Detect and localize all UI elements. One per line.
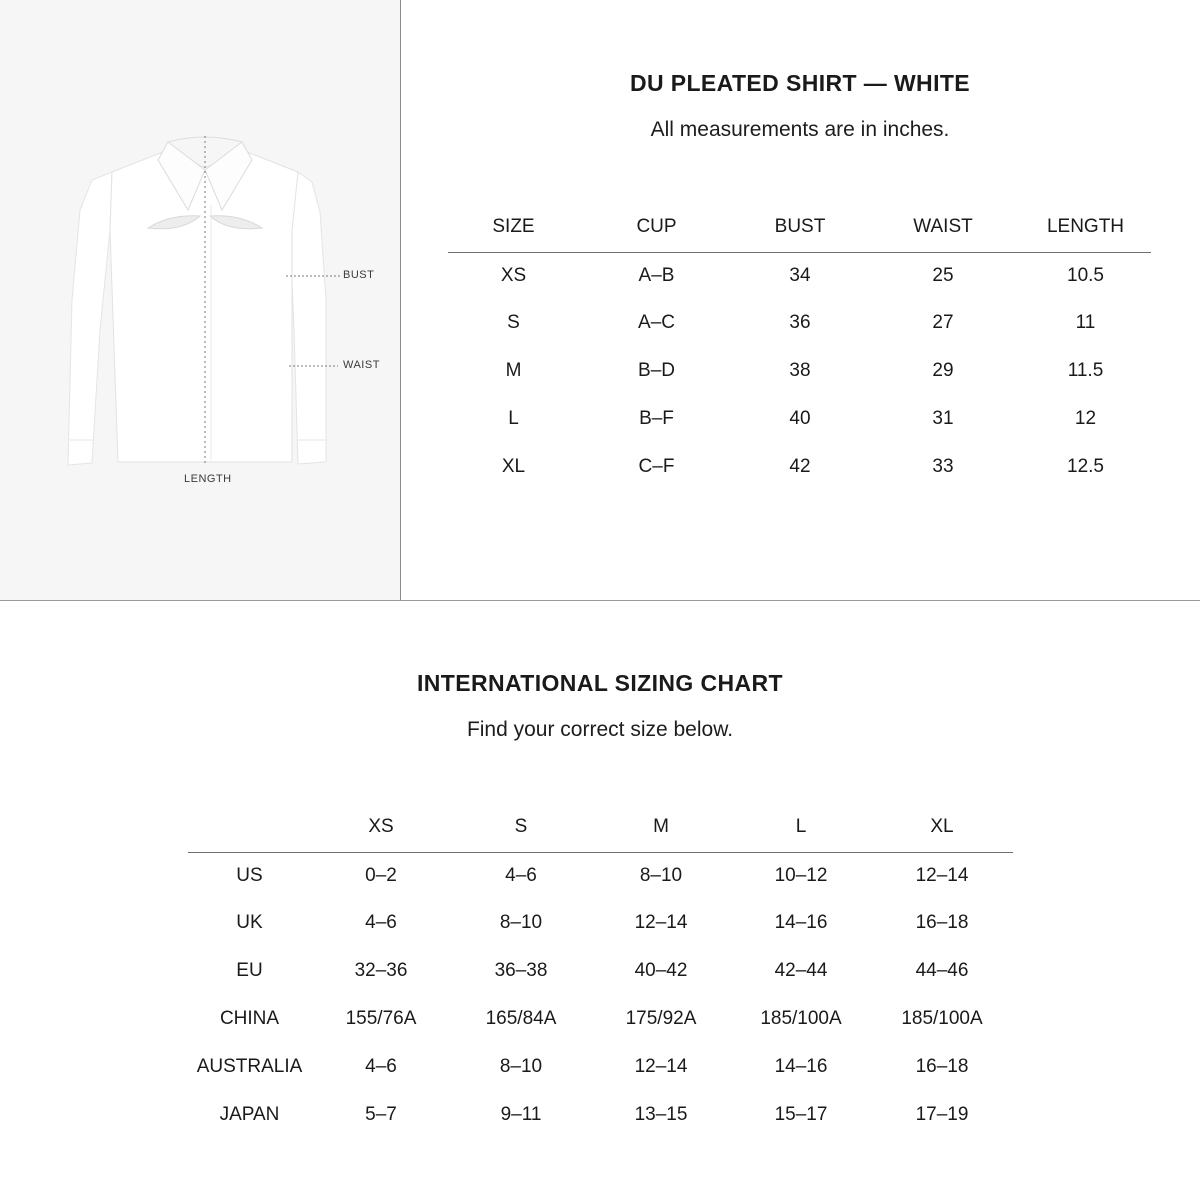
product-image-panel (0, 0, 401, 600)
table-cell: 175/92A (625, 1008, 697, 1029)
table-header-row (188, 802, 1013, 853)
left-sleeve (68, 172, 112, 465)
table-cell: 34 (789, 265, 811, 286)
table-row (448, 443, 1151, 491)
table-cell: 44–46 (915, 960, 969, 981)
table-cell: 12–14 (634, 1056, 688, 1077)
table-cell: B–F (639, 408, 674, 429)
table-cell: 10.5 (1067, 265, 1104, 286)
column-header (188, 802, 311, 853)
section-divider (0, 600, 1200, 601)
column-header: L (795, 816, 807, 837)
table-cell: 42–44 (774, 960, 828, 981)
table-cell: 29 (932, 360, 954, 381)
table-cell: 14–16 (774, 912, 828, 933)
right-sleeve (290, 172, 326, 464)
table-cell: 8–10 (499, 912, 543, 933)
shirt-illustration (0, 0, 400, 600)
table-cell: 16–18 (915, 912, 969, 933)
table-cell: XL (501, 456, 526, 477)
table-cell: L (508, 408, 519, 429)
table-row (188, 853, 1013, 900)
table-cell: 185/100A (901, 1008, 983, 1029)
table-cell: M (505, 360, 522, 381)
table-cell: 8–10 (499, 1056, 543, 1077)
product-size-table (448, 202, 1151, 491)
column-header: XL (930, 816, 954, 837)
table-cell: 12–14 (915, 865, 969, 886)
table-row (188, 995, 1013, 1043)
table-cell: 40 (789, 408, 811, 429)
row-header: EU (236, 960, 263, 981)
table-cell: 10–12 (774, 865, 828, 886)
table-cell: 185/100A (760, 1008, 842, 1029)
table-cell: 4–6 (365, 912, 397, 933)
table-cell: 31 (932, 408, 954, 429)
table-cell: 11.5 (1067, 360, 1104, 381)
table-cell: 17–19 (915, 1104, 969, 1125)
table-row (188, 1043, 1013, 1091)
table-cell: 32–36 (354, 960, 408, 981)
table-row (448, 299, 1151, 347)
table-cell: 16–18 (915, 1056, 969, 1077)
table-cell: B–D (638, 360, 675, 381)
column-header: M (653, 816, 669, 837)
table-header-row (448, 202, 1151, 253)
table-cell: 4–6 (505, 865, 537, 886)
table-cell: 25 (932, 265, 954, 286)
row-header: UK (236, 912, 263, 933)
table-cell: 40–42 (634, 960, 688, 981)
table-cell: 155/76A (345, 1008, 417, 1029)
table-row (188, 947, 1013, 995)
international-title: INTERNATIONAL SIZING CHART (416, 670, 784, 696)
table-cell: S (507, 312, 520, 333)
column-header: LENGTH (1046, 216, 1125, 237)
column-header: XS (368, 816, 394, 837)
table-row (188, 1091, 1013, 1139)
table-row (448, 253, 1151, 300)
table-cell: 15–17 (774, 1104, 828, 1125)
table-cell: 11 (1075, 312, 1096, 333)
table-cell: 12 (1074, 408, 1097, 429)
international-subtitle: Find your correct size below. (466, 718, 734, 741)
product-subtitle: All measurements are in inches. (650, 118, 950, 141)
table-cell: 42 (789, 456, 811, 477)
table-cell: 13–15 (634, 1104, 688, 1125)
table-cell: 9–11 (500, 1104, 542, 1125)
row-header: JAPAN (219, 1104, 280, 1125)
column-header: CUP (636, 216, 677, 237)
table-cell: A–B (638, 265, 675, 286)
table-cell: 12.5 (1067, 456, 1104, 477)
row-header: AUSTRALIA (196, 1056, 303, 1077)
international-size-table (188, 802, 1013, 1139)
column-header: BUST (774, 216, 826, 237)
table-row (188, 899, 1013, 947)
table-cell: 38 (789, 360, 811, 381)
product-title: DU PLEATED SHIRT — WHITE (629, 70, 971, 96)
row-header: US (236, 865, 263, 886)
row-header: CHINA (219, 1008, 280, 1029)
table-cell: 12–14 (634, 912, 688, 933)
length-label: LENGTH (184, 473, 232, 485)
table-cell: 27 (932, 312, 954, 333)
column-header: S (514, 816, 528, 837)
column-header: WAIST (913, 216, 973, 237)
table-cell: 8–10 (639, 865, 683, 886)
table-cell: 33 (932, 456, 954, 477)
table-cell: C–F (638, 456, 675, 477)
bust-label: BUST (343, 269, 375, 281)
table-cell: 0–2 (365, 865, 397, 886)
shirt-body (110, 150, 298, 462)
table-cell: 36–38 (494, 960, 548, 981)
table-cell: 14–16 (774, 1056, 828, 1077)
table-cell: XS (500, 265, 527, 286)
table-cell: A–C (638, 312, 675, 333)
column-header: SIZE (492, 216, 535, 237)
table-cell: 165/84A (485, 1008, 557, 1029)
table-cell: 5–7 (365, 1104, 397, 1125)
table-row (448, 347, 1151, 395)
table-row (448, 395, 1151, 443)
waist-label: WAIST (343, 359, 380, 371)
table-cell: 36 (789, 312, 811, 333)
table-cell: 4–6 (365, 1056, 397, 1077)
